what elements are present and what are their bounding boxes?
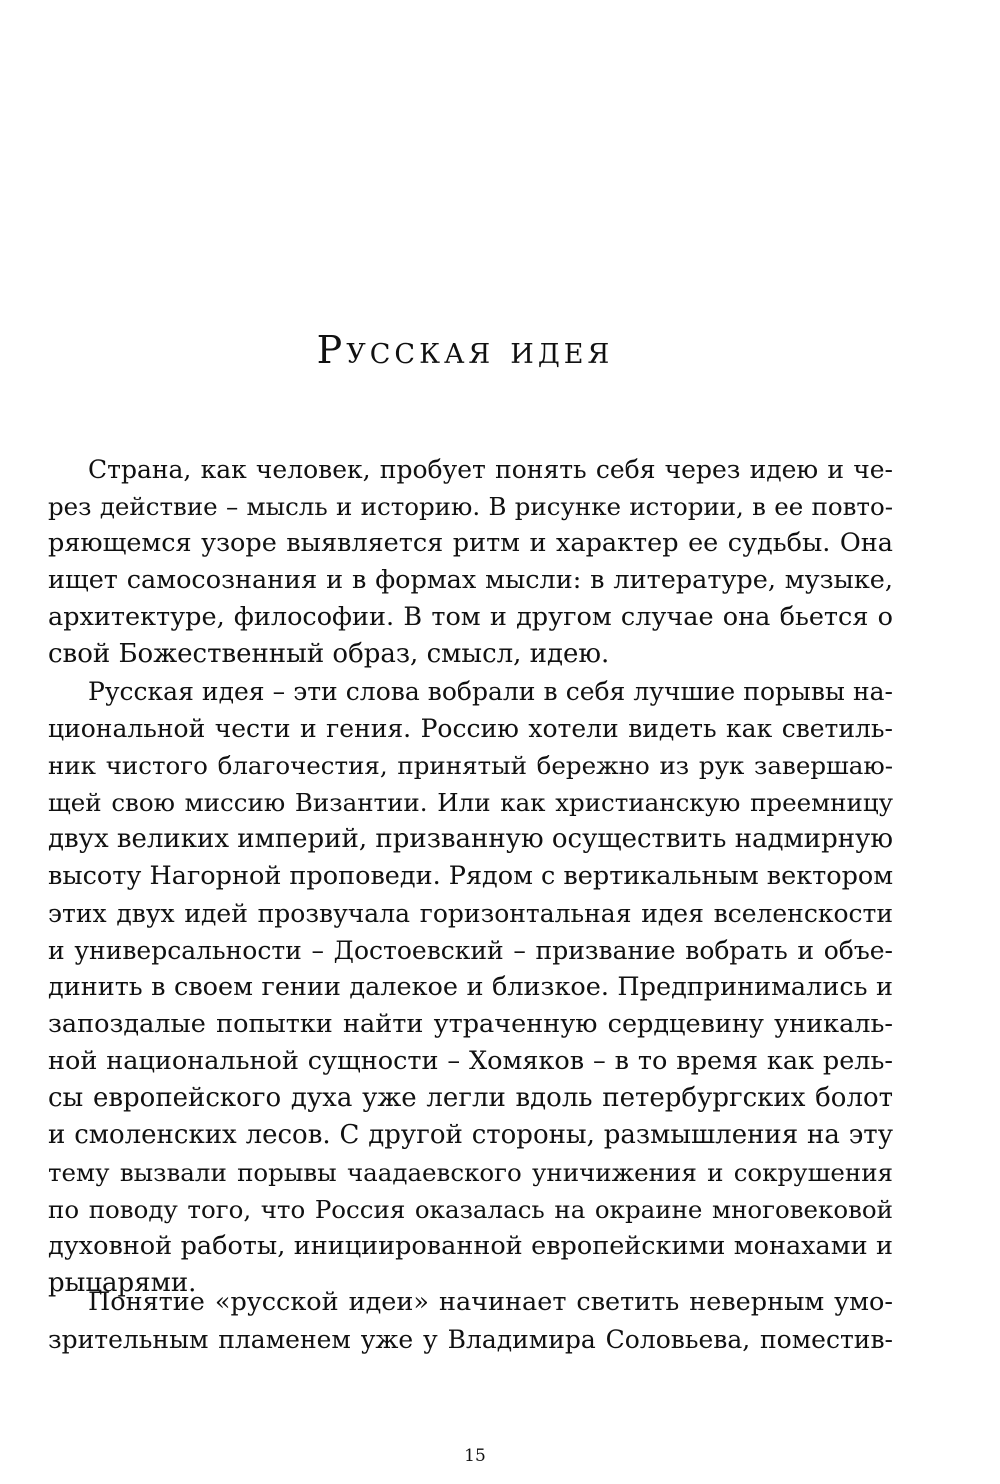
text-line: Страна, как человек, пробует понять себя через идею и че- (88, 455, 893, 484)
text-line: двух великих империй, призванную осуществить надмирную (48, 824, 893, 854)
text-line: щей свою миссию Византии. Или как христианскую преемницу (48, 788, 893, 817)
text-line: циональной чести и гения. Россию хотели видеть как светиль- (48, 714, 893, 743)
text-line: этих двух идей прозвучала горизонтальная идея вселенскости (48, 899, 893, 928)
text-line: и универсальности – Достоевский – призвание вобрать и объе- (48, 936, 893, 965)
text-line: ищет самосознания и в формах мысли: в литературе, музыке, (48, 565, 893, 595)
text-line: ник чистого благочестия, принятый бережно из рук завершаю- (48, 751, 893, 780)
text-line: ной национальной сущности – Хомяков – в то время как рель- (48, 1046, 893, 1076)
text-line: Русская идея – эти слова вобрали в себя лучшие порывы на- (88, 677, 893, 706)
chapter-title: Русская идея (316, 328, 614, 372)
text-line: рыцарями. (48, 1268, 197, 1298)
text-line: по поводу того, что Россия оказалась на окраине многовековой (48, 1195, 893, 1224)
text-line: и смоленских лесов. С другой стороны, размышления на эту (48, 1120, 893, 1150)
text-line: запоздалые попытки найти утраченную сердцевину уникаль- (48, 1009, 893, 1039)
paragraph-1 (48, 451, 893, 673)
page-number: 15 (464, 1446, 486, 1466)
text-line: архитектуре, философии. В том и другом случае она бьется о (48, 602, 893, 632)
paragraph-3 (48, 1284, 893, 1358)
text-line: свой Божественный образ, смысл, идею. (48, 639, 610, 669)
text-line: зрительным пламенем уже у Владимира Соловьева, поместив- (48, 1325, 893, 1354)
text-line: духовной работы, инициированной европейскими монахами и (48, 1231, 893, 1261)
text-line: рез действие – мысль и историю. В рисунке истории, в ее повто- (48, 492, 893, 521)
paragraph-2 (48, 673, 893, 1302)
text-line: сы европейского духа уже легли вдоль петербургских болот (48, 1083, 893, 1113)
text-line: динить в своем гении далекое и близкое. Предпринимались и (48, 972, 893, 1002)
text-line: высоту Нагорной проповеди. Рядом с вертикальным вектором (48, 861, 894, 891)
text-line: Понятие «русской идеи» начинает светить неверным умо- (88, 1287, 893, 1317)
text-line: ряющемся узоре выявляется ритм и характер ее судьбы. Она (48, 528, 893, 558)
text-line: тему вызвали порывы чаадаевского уничижения и сокрушения (48, 1158, 893, 1187)
